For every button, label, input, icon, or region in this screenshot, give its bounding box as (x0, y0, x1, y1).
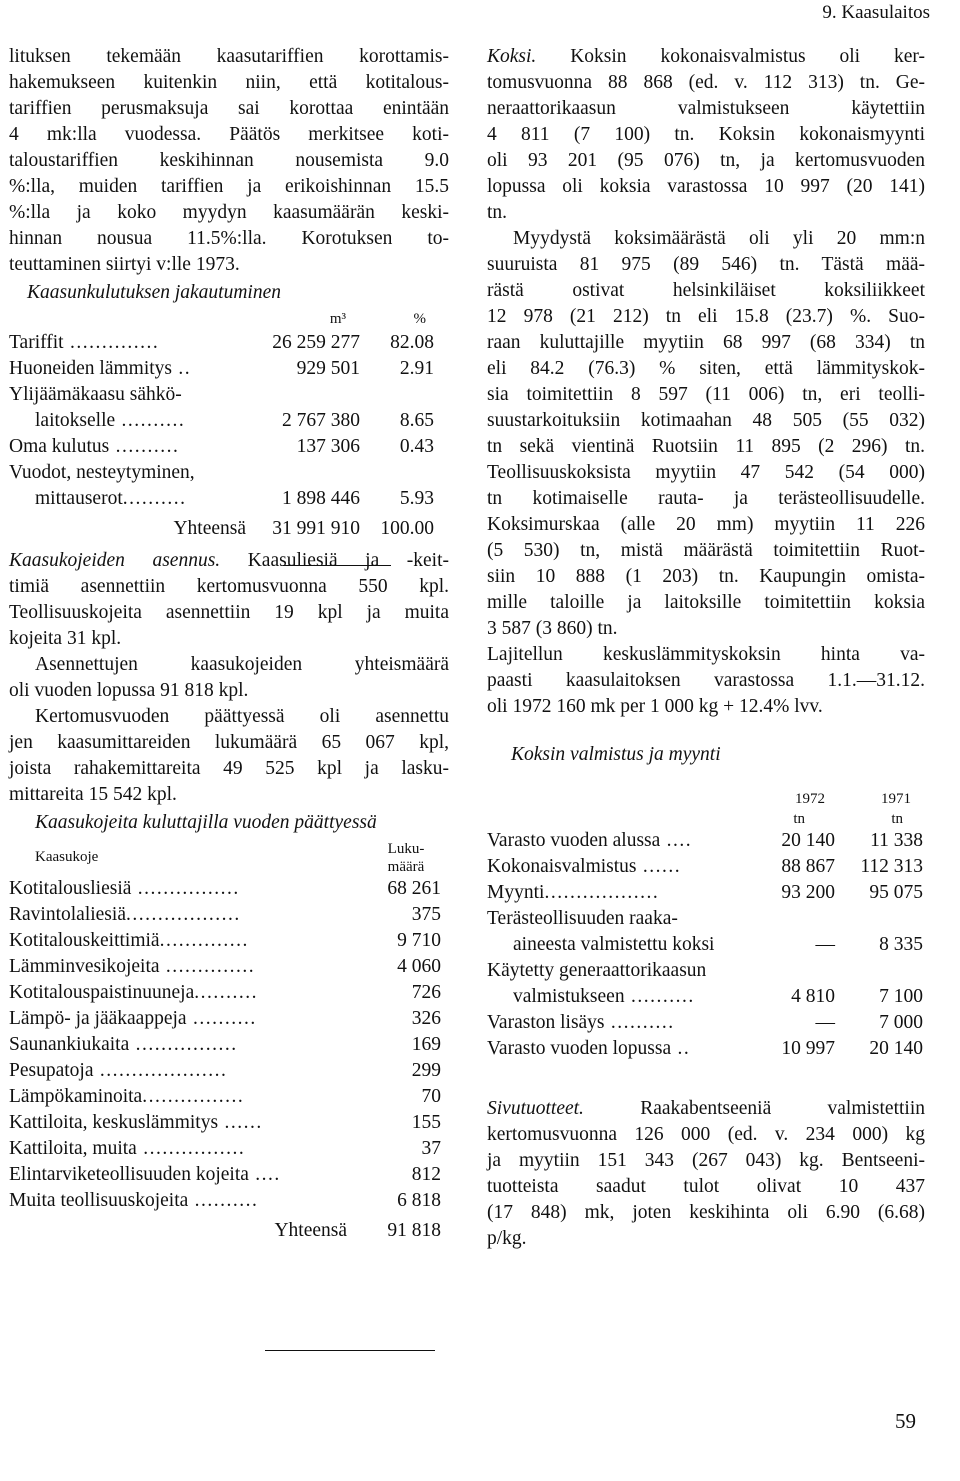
text-line: 4 mk:lla vuodessa. Päätös merkitsee koti- (9, 124, 449, 145)
device-row (9, 1032, 441, 1058)
device-row (9, 902, 441, 928)
row-label: Ravintolaliesiä (9, 904, 126, 925)
byproducts-title: Sivutuotteet. (487, 1098, 584, 1119)
leader-dots: .......... (115, 410, 186, 431)
total-pct: 100.00 (380, 518, 434, 539)
row-label: Kotitalouskeittimiä (9, 930, 160, 951)
row-label: Muita teollisuuskojeita (9, 1190, 189, 1211)
distribution-row (9, 356, 434, 382)
row-value: 9 710 (397, 930, 441, 951)
left-column (9, 44, 449, 1244)
row-m3: 26 259 277 (272, 332, 360, 353)
row-label: Myynti (487, 882, 545, 903)
row-value-1971: 7 100 (879, 986, 923, 1007)
text-line: neraattorikaasun valmistukseen käytettiin (487, 98, 925, 119)
row-value: 70 (421, 1086, 441, 1107)
row-label: Varasto vuoden alussa (487, 830, 661, 851)
col-year-1972: 1972 (795, 791, 825, 807)
row-m3: 137 306 (296, 436, 360, 457)
distribution-row (9, 330, 434, 356)
device-row (9, 1162, 441, 1188)
row-value-1972: 88 867 (781, 856, 835, 877)
text-line: oli vuoden lopussa 91 818 kpl. (9, 680, 249, 701)
row-value-1972: — (815, 934, 835, 955)
text-line: Myydystä koksimäärästä oli yli 20 mm:n (513, 228, 925, 249)
col-unit-1971: tn (891, 811, 903, 827)
coke-row (487, 880, 923, 906)
device-row (9, 980, 441, 1006)
leader-dots: .............. (159, 930, 249, 951)
total-m3: 31 991 910 (272, 518, 360, 539)
leader-dots: .................. (544, 882, 660, 903)
row-label: laitokselle (35, 410, 116, 431)
row-pct: 5.93 (399, 488, 434, 509)
byproducts-paragraph (487, 1096, 925, 1252)
row-label-first-line: Vuodot, nesteytyminen, (9, 462, 195, 483)
total-rule (283, 565, 391, 566)
leader-dots: .......... (604, 1012, 675, 1033)
row-pct: 0.43 (399, 436, 434, 457)
devices-heading: Kaasukojeita kuluttajilla vuoden päättyessä (35, 812, 377, 833)
coke-table (487, 786, 923, 1062)
row-label: Varaston lisäys (487, 1012, 605, 1033)
total-label: Yhteensä (274, 1220, 347, 1241)
row-label: Lämminvesikojeita (9, 956, 160, 977)
text-line: teuttaminen siirtyi v:lle 1973. (9, 254, 240, 275)
row-value-1971: 112 313 (860, 856, 923, 877)
row-label: Kotitalouspaistinuuneja (9, 982, 195, 1003)
row-value-1971: 8 335 (879, 934, 923, 955)
distribution-row (9, 434, 434, 460)
text-line: tn kotimaiselle rauta- ja terästeollisuudelle. (487, 488, 925, 509)
coke-table-heading: Koksin valmistus ja myynti (511, 744, 721, 765)
device-row (9, 1058, 441, 1084)
row-label-first-line: Käytetty generaattorikaasun (487, 960, 707, 981)
coke-paragraph (487, 44, 925, 720)
distribution-header-row (9, 306, 434, 330)
row-label: Pesupatoja (9, 1060, 94, 1081)
leader-dots: .......... (194, 982, 258, 1003)
coke-unit-row (487, 806, 923, 828)
leader-dots: .... (660, 830, 693, 851)
row-label: Tariffit (9, 332, 64, 353)
row-m3: 929 501 (296, 358, 360, 379)
text-line: tn sekä vientinä Ruotsiin 11 895 (2 296) tn. (487, 436, 925, 457)
row-label: Varasto vuoden lopussa (487, 1038, 672, 1059)
row-label: Lämpökaminoita (9, 1086, 143, 1107)
row-m3: 1 898 446 (282, 488, 360, 509)
chapter-header: 9. Kaasulaitos (822, 2, 930, 23)
coke-row (487, 1036, 923, 1062)
row-label: Kokonaisvalmistus (487, 856, 637, 877)
text-line: suustarkoituksiin kotimaahan 48 505 (55 032) (487, 410, 925, 431)
row-label: Huoneiden lämmitys (9, 358, 173, 379)
leader-dots: .. (172, 358, 192, 379)
row-value: 812 (411, 1164, 441, 1185)
row-value: 169 (411, 1034, 441, 1055)
text-line: timiä asennettiin kertomusvuonna 550 kpl. (9, 576, 449, 597)
coke-year-row (487, 786, 923, 806)
leader-dots: .............. (159, 956, 256, 977)
row-label: Saunankiukaita (9, 1034, 130, 1055)
distribution-row (9, 486, 434, 512)
installations-paragraph (9, 548, 449, 808)
device-row (9, 1136, 441, 1162)
text-line: (17 848) mk, joten keskihinta oli 6.90 (6.68) (487, 1202, 925, 1223)
text-span: Raakabentseeniä valmistettiin (640, 1098, 925, 1119)
device-row (9, 1188, 441, 1214)
text-line: jen kaasumittareiden lukumäärä 65 067 kpl, (9, 732, 449, 753)
row-label: mittauserot (35, 488, 123, 509)
devices-total-row (9, 1218, 441, 1244)
row-value-1971: 11 338 (870, 830, 923, 851)
row-m3: 2 767 380 (282, 410, 360, 431)
row-label: Kotitalousliesiä (9, 878, 132, 899)
text-line: hakemukseen kuitenkin niin, että kotitalous- (9, 72, 449, 93)
text-line: tomusvuonna 88 868 (ed. v. 112 313) tn. Ge- (487, 72, 925, 93)
leader-dots: .......... (122, 488, 187, 509)
row-label: Oma kulutus (9, 436, 110, 457)
text-line: mille taloille ja laitoksille toimitettiin koksia (487, 592, 925, 613)
leader-dots: ................ (136, 1138, 246, 1159)
row-value-1971: 20 140 (869, 1038, 923, 1059)
total-label: Yhteensä (173, 518, 246, 539)
text-line: suuruista 81 975 (89 546) tn. Tästä mää- (487, 254, 925, 275)
device-row (9, 954, 441, 980)
distribution-heading: Kaasunkulutuksen jakautuminen (27, 282, 282, 303)
row-value-1972: 10 997 (781, 1038, 835, 1059)
device-row (9, 1084, 441, 1110)
text-line: 3 587 (3 860) tn. (487, 618, 618, 639)
leader-dots: ................ (129, 1034, 238, 1055)
leader-dots: ................ (131, 878, 240, 899)
leader-dots: .. (671, 1038, 691, 1059)
row-value: 375 (411, 904, 441, 925)
col-device-header: Kaasukoje (35, 849, 99, 865)
text-line: Asennettujen kaasukojeiden yhteismäärä (35, 654, 449, 675)
row-value: 68 261 (387, 878, 441, 899)
row-value-1971: 7 000 (879, 1012, 923, 1033)
leader-dots: .................. (125, 904, 241, 925)
leader-dots: ...... (636, 856, 682, 877)
text-line: rästä ostivat helsinkiläiset koksiliikkeet (487, 280, 925, 301)
text-line: Teollisuuskojeita asennettiin 19 kpl ja muita (9, 602, 449, 623)
text-line: paasti kaasulaitoksen varastossa 1.1.—31.12. (487, 670, 925, 691)
col-unit-1972: tn (793, 811, 805, 827)
row-value: 726 (411, 982, 441, 1003)
leader-dots: .......... (188, 1190, 259, 1211)
device-row (9, 876, 441, 902)
text-line: hinnan nousua 11.5%:lla. Korotuksen to- (9, 228, 449, 249)
text-line: Teollisuuskoksista myytiin 47 542 (54 000) (487, 462, 925, 483)
row-value: 6 818 (397, 1190, 441, 1211)
text-line: joista rahakemittareita 49 525 kpl ja lasku- (9, 758, 449, 779)
text-line: taloustariffien keskihinnan nousemista 9.0 (9, 150, 449, 171)
text-line: p/kg. (487, 1228, 527, 1249)
row-value: 299 (411, 1060, 441, 1081)
distribution-row (9, 408, 434, 434)
row-label: Kattiloita, muita (9, 1138, 137, 1159)
row-label: valmistukseen (513, 986, 625, 1007)
col-count-header-line1: Luku- (387, 841, 425, 857)
leader-dots: .......... (186, 1008, 257, 1029)
row-value: 4 060 (397, 956, 441, 977)
text-span: Kaasuliesiä ja -keit- (247, 550, 450, 571)
text-line: siin 10 888 (1 203) tn. Kaupungin omista- (487, 566, 925, 587)
device-row (9, 928, 441, 954)
text-line: %:lla, muiden tariffien ja erikoishinnan 15.5 (9, 176, 449, 197)
text-line: (5 530) tn, mistä määrästä toimitettiin Ruot- (487, 540, 925, 561)
text-line: tuotteista saadut tulot olivat 10 437 (487, 1176, 925, 1197)
row-label: Elintarviketeollisuuden kojeita (9, 1164, 249, 1185)
total-value: 91 818 (387, 1220, 441, 1241)
row-value-1971: 95 075 (869, 882, 923, 903)
text-line: Lajitellun keskuslämmityskoksin hinta va- (487, 644, 925, 665)
intro-paragraph (9, 44, 449, 278)
row-label: Kattiloita, keskuslämmitys (9, 1112, 219, 1133)
row-value-1972: — (815, 1012, 835, 1033)
row-label: Lämpö- ja jääkaappeja (9, 1008, 187, 1029)
text-line: oli 93 201 (95 076) tn, ja kertomusvuoden (487, 150, 925, 171)
coke-title: Koksi. (487, 46, 537, 67)
row-pct: 82.08 (390, 332, 434, 353)
leader-dots: ................ (142, 1086, 245, 1107)
distribution-table (9, 306, 434, 542)
text-span: Koksin kokonaisvalmistus oli ker- (570, 46, 926, 67)
text-line: ja myytiin 151 343 (267 043) kg. Bentseeni- (487, 1150, 925, 1171)
text-line: oli 1972 160 mk per 1 000 kg + 12.4% lvv. (487, 696, 823, 717)
col-m3-header: m³ (329, 311, 346, 327)
row-value-1972: 20 140 (781, 830, 835, 851)
text-line: tariffien perusmaksuja sai korottaa enintään (9, 98, 449, 119)
distribution-total-row (9, 516, 434, 542)
row-label: aineesta valmistettu koksi (513, 934, 715, 955)
row-pct: 2.91 (399, 358, 434, 379)
leader-dots: .......... (624, 986, 695, 1007)
col-count-header-line2: määrä (387, 859, 425, 875)
leader-dots: .................... (93, 1060, 228, 1081)
text-line: lituksen tekemään kaasutariffien korottamis- (9, 46, 449, 67)
text-line: 12 978 (21 212) tn eli 15.8 (23.7) %. Suo- (487, 306, 925, 327)
total-rule (265, 1350, 435, 1351)
installations-title: Kaasukojeiden asennus. (9, 550, 221, 571)
devices-header-row (9, 836, 441, 876)
leader-dots: ...... (218, 1112, 263, 1133)
coke-row (487, 854, 923, 880)
coke-row (487, 984, 923, 1010)
page-number: 59 (895, 1409, 916, 1433)
row-value-1972: 4 810 (791, 986, 835, 1007)
coke-row (487, 828, 923, 854)
col-count-header (371, 840, 441, 876)
row-label-first-line: Ylijäämäkaasu sähkö- (9, 384, 182, 405)
text-line: Koksimurskaa (alle 20 mm) myytiin 11 226 (487, 514, 925, 535)
text-line: 4 811 (7 100) tn. Koksin kokonaismyynti (487, 124, 925, 145)
text-line: mittareita 15 542 kpl. (9, 784, 177, 805)
text-line: eli 84.2 (76.3) % siten, että lämmityskok- (487, 358, 925, 379)
row-value: 155 (411, 1112, 441, 1133)
leader-dots: .............. (63, 332, 160, 353)
right-column (487, 44, 925, 1252)
device-row (9, 1006, 441, 1032)
coke-row (487, 1010, 923, 1036)
leader-dots: .... (248, 1164, 281, 1185)
col-year-1971: 1971 (881, 791, 911, 807)
text-line (487, 1096, 925, 1122)
row-value: 326 (411, 1008, 441, 1029)
text-line: %:lla ja koko myydyn kaasumäärän keski- (9, 202, 449, 223)
row-value: 37 (421, 1138, 441, 1159)
text-line: raan kuluttajille myytiin 68 997 (68 334) tn (487, 332, 925, 353)
coke-row (487, 932, 923, 958)
device-row (9, 1110, 441, 1136)
text-line: kertomusvuonna 126 000 (ed. v. 234 000) kg (487, 1124, 925, 1145)
text-line (487, 44, 925, 70)
text-line: lopussa oli koksia varastossa 10 997 (20 141) (487, 176, 925, 197)
text-line: tn. (487, 202, 508, 223)
text-line (9, 548, 449, 574)
text-line: kojeita 31 kpl. (9, 628, 122, 649)
devices-table (9, 836, 441, 1244)
row-pct: 8.65 (399, 410, 434, 431)
row-label-first-line: Terästeollisuuden raaka- (487, 908, 678, 929)
text-line: Kertomusvuoden päättyessä oli asennettu (35, 706, 449, 727)
row-value-1972: 93 200 (781, 882, 835, 903)
leader-dots: .......... (109, 436, 180, 457)
text-line: sia toimitettiin 8 597 (11 006) tn, eri teolli- (487, 384, 925, 405)
col-pct-header: % (413, 311, 426, 327)
